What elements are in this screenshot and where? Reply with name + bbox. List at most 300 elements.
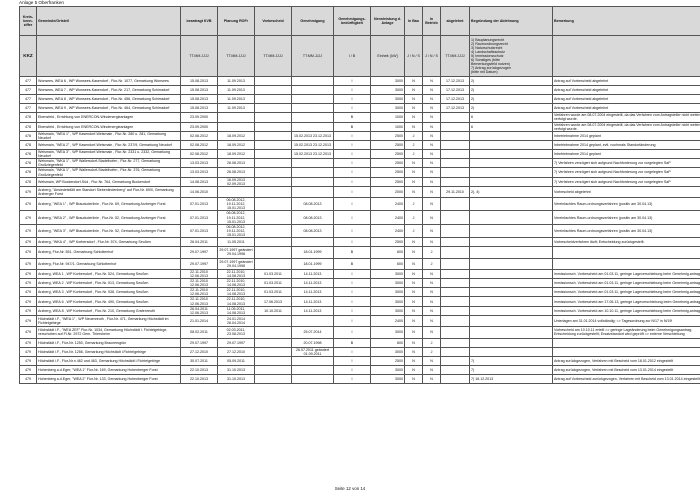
header-row	[20, 7, 700, 36]
cell-gemeinde: Weismain, "WKA 1" , WP Wallersdorf-Stadelhofen , Flur-Nr. 277, Gemarkung Großziegenfeld	[37, 159, 181, 168]
cell-begrundung	[470, 315, 553, 326]
table-row	[20, 288, 700, 297]
cell-genehmigung	[292, 104, 334, 113]
date-format: TT.MM.JJJJ	[181, 36, 218, 77]
cell-begrundung	[470, 131, 553, 140]
status-code: J / N / S	[405, 36, 423, 77]
cell-begrundung: 2)	[470, 95, 553, 104]
cell-nennleistung: 2500	[371, 177, 405, 186]
cell-in-betrieb: N	[423, 95, 441, 104]
cell-beantragt: 15.08.2013	[181, 77, 218, 86]
cell-beantragt: 15.08.2013	[181, 86, 218, 95]
cell-planung: 11.09.2013	[218, 104, 255, 113]
cell-bedurftigkeit: I	[334, 186, 371, 197]
cell-gemeinde: Arzberg, "Ansiedelsfüllt am Standort Siebenlindenberg" auf Flur-Nr. 69/0, Gemarkung Arzberger Forst	[37, 186, 181, 197]
cell-begrundung: 2)	[470, 86, 553, 95]
cell-in-betrieb: N	[423, 238, 441, 247]
cell-abgelehnt	[441, 224, 470, 237]
cell-genehmigung: 08.08.2013	[292, 211, 334, 224]
cell-begrundung	[470, 198, 553, 211]
cell-gemeinde: Weismain, "WEA 3" , WP Kasendorf-Weismain , Flur-Nr. 2331 u. 2332, Gemarkung Neudorf	[37, 150, 181, 159]
cell-in-betrieb: J	[423, 338, 441, 347]
cell-kkz: 479	[20, 279, 37, 288]
cell-nennleistung: 1000	[371, 122, 405, 131]
cell-nennleistung: 3000	[371, 306, 405, 315]
cell-in-betrieb: N	[423, 104, 441, 113]
cell-in-bau: J	[405, 198, 423, 211]
cell-in-betrieb: N	[423, 113, 441, 122]
cell-in-betrieb: N	[423, 177, 441, 186]
cell-genehmigung: 20.07.1998	[292, 338, 334, 347]
cell-abgelehnt: 17.12.2013	[441, 104, 470, 113]
cell-abgelehnt	[441, 279, 470, 288]
cell-planung	[218, 186, 255, 197]
cell-vorbescheid	[255, 177, 292, 186]
cell-bemerkung	[553, 247, 700, 258]
cell-nennleistung: 3000	[371, 365, 405, 374]
cell-planung: 27.12.2010	[218, 347, 255, 356]
cell-gemeinde: Wonsees, WEA 6 , WP Wonsees-Kasendorf , Flur-Nr. 1077, Gemarkung Wonsees	[37, 77, 181, 86]
cell-gemeinde: Arzberg, WEA 1 , WP Korbersdorf , Flur-Nr. 524, Gemarkung Seußen	[37, 269, 181, 278]
cell-planung: 24.01.2014 26.04.2014	[218, 315, 255, 326]
table-row	[20, 279, 700, 288]
cell-gemeinde: Weismain, "WEA 1" , WP Kasendorf-Weismain , Flur-Nr. 280 u. 281, Gemarkung Neudorf	[37, 131, 181, 140]
cell-beantragt: 22.11.2010 12.06.2013	[181, 269, 218, 278]
cell-genehmigung	[292, 375, 334, 384]
cell-bemerkung	[553, 338, 700, 347]
cell-kkz: 478	[20, 122, 37, 131]
cell-nennleistung: 3000	[371, 347, 405, 356]
cell-in-betrieb: N	[423, 131, 441, 140]
cell-planung: 22.11.2010, 14.08.2013	[218, 288, 255, 297]
cell-beantragt: 08.02.2011	[181, 327, 218, 338]
cell-genehmigung	[292, 77, 334, 86]
cell-abgelehnt	[441, 315, 470, 326]
table-row	[20, 198, 700, 211]
cell-genehmigung: 15.02.2013 23.12.2013	[292, 140, 334, 149]
cell-planung: 29.07.1997 geändert 29.04.1998	[219, 259, 253, 268]
col-begrundung: Begründung der Ablehnung	[470, 7, 553, 36]
cell-nennleistung: 2500	[371, 131, 405, 140]
cell-planung: 05.09.2011	[218, 356, 255, 365]
cell-bemerkung: Antrag auf Vorbescheid abgelehnt	[553, 95, 700, 104]
cell-begrundung	[470, 211, 553, 224]
cell-nennleistung: 2500	[371, 140, 405, 149]
cell-abgelehnt	[441, 159, 470, 168]
cell-beantragt: 26.04.2011	[181, 238, 218, 247]
cell-bemerkung: Vorbescheidverfahren läuft; Entscheidung zurückgestellt.	[553, 238, 700, 247]
cell-bedurftigkeit: I	[334, 269, 371, 278]
cell-nennleistung: 3000	[371, 327, 405, 338]
cell-begrundung	[470, 347, 553, 356]
cell-in-betrieb: N	[423, 186, 441, 197]
cell-genehmigung: 14.11.2013	[292, 279, 334, 288]
cell-kkz: 479	[20, 375, 37, 384]
cell-genehmigung	[292, 238, 334, 247]
cell-begrundung	[470, 159, 553, 168]
cell-vorbescheid	[255, 356, 292, 365]
cell-nennleistung: 3000	[371, 375, 405, 384]
cell-begrundung	[470, 338, 553, 347]
cell-vorbescheid	[255, 186, 292, 197]
cell-planung: 11.05.2011, 14.08.2013	[218, 306, 255, 315]
cell-kkz: 478	[20, 168, 37, 177]
cell-planung: 06.08.2012, 19.11.2012, 15.01.2013	[218, 224, 255, 237]
cell-abgelehnt	[441, 269, 470, 278]
cell-beantragt: 07.01.2013	[181, 224, 218, 237]
cell-vorbescheid	[255, 159, 292, 168]
cell-gemeinde: Ebensfeld , Errichtung von ENERCON-Windenergieanlagen	[37, 122, 181, 131]
col-beantragt: beantragt KVB	[181, 7, 218, 36]
cell-kkz: 479	[20, 297, 37, 306]
cell-nennleistung: 2400	[371, 211, 405, 224]
cell-bedurftigkeit: I	[334, 347, 371, 356]
cell-bemerkung: immissionsch. Vorbescheid am 01.03.11, geringe Lageverschiebung beim Genehmig.antrag	[553, 279, 700, 288]
cell-in-bau: N	[405, 168, 423, 177]
cell-nennleistung: 3000	[371, 95, 405, 104]
cell-bemerkung: Unterlagen am 31.01.2014 vollständig; => Tagesordnung zur N/17 in N/19!	[553, 315, 700, 326]
cell-genehmigung: 14.11.2013	[292, 297, 334, 306]
cell-genehmigung: 15.02.2013 23.12.2013	[292, 150, 334, 159]
cell-kkz: 479	[20, 258, 37, 269]
cell-in-betrieb: N	[423, 306, 441, 315]
cell-planung: 22.11.2010, 14.08.2013	[218, 297, 255, 306]
cell-begrundung	[470, 247, 553, 258]
cell-beantragt: 22.11.2010 12.06.2013	[181, 279, 218, 288]
cell-bemerkung: immissionsch. Vorbescheid am 01.03.11, geringe Lageverschiebung beim Genehmig.antrag	[553, 288, 700, 297]
cell-planung: 22.11.2010, 14.08.2013	[218, 279, 255, 288]
cell-kkz: 478	[20, 159, 37, 168]
cell-gemeinde: Höchstädt i.F., Flur-Nr. 1250, Gemarkung Braunersgrün	[37, 338, 181, 347]
cell-planung: 18.09.2012	[218, 150, 255, 159]
cell-bemerkung: Vereinfachtes Raum-ordnungsverfahren (positiv am 30.04.13)	[553, 198, 700, 211]
cell-vorbescheid	[255, 104, 292, 113]
table-row	[20, 159, 700, 168]
table-row	[20, 122, 700, 131]
cell-abgelehnt: 17.12.2013	[441, 77, 470, 86]
cell-bemerkung: Vorbescheid abgelehnt	[553, 186, 700, 197]
cell-genehmigung	[292, 159, 334, 168]
cell-beantragt: 21.01.2014	[181, 315, 218, 326]
col-gemeinde: Gemeinde/Ortsteil	[37, 7, 181, 36]
cell-gemeinde: Arzberg, WEA 2 , WP Korbersdorf , Flur-Nr. 513, Gemarkung Seußen	[37, 279, 181, 288]
cell-beantragt: 27.12.2010	[181, 347, 218, 356]
cell-vorbescheid: 01.03.2011	[255, 279, 292, 288]
cell-begrundung	[470, 258, 553, 269]
cell-begrundung	[470, 224, 553, 237]
cell-vorbescheid	[255, 365, 292, 374]
cell-beantragt: 29.07.1997	[181, 338, 218, 347]
table-row	[20, 86, 700, 95]
cell-abgelehnt	[441, 140, 470, 149]
cell-vorbescheid: 10.10.2011	[255, 306, 292, 315]
cell-vorbescheid	[255, 238, 292, 247]
cell-planung: 29.07.1997 geändert 29.04.1998	[219, 248, 253, 257]
cell-in-betrieb: N	[423, 315, 441, 326]
cell-vorbescheid	[255, 140, 292, 149]
cell-begrundung	[470, 279, 553, 288]
cell-kkz: 478	[20, 140, 37, 149]
cell-gemeinde: Arzberg, WEA 3 , WP Korbersdorf , Flur-Nr. 538, Gemarkung Seußen	[37, 288, 181, 297]
cell-bedurftigkeit: I	[334, 140, 371, 149]
cell-in-bau: N	[405, 306, 423, 315]
table-row	[20, 104, 700, 113]
cell-in-bau: N	[405, 365, 423, 374]
cell-genehmigung	[292, 86, 334, 95]
cell-bedurftigkeit: I	[334, 356, 371, 365]
cell-bedurftigkeit: I	[334, 375, 371, 384]
cell-abgelehnt	[441, 122, 470, 131]
cell-nennleistung: 600	[371, 338, 405, 347]
col-vorbescheid: Vorbescheid	[255, 7, 292, 36]
table-row	[20, 327, 700, 338]
cell-bemerkung	[553, 258, 700, 269]
cell-in-betrieb: J	[423, 347, 441, 356]
cell-bedurftigkeit: I	[334, 279, 371, 288]
cell-planung: 06.08.2012, 19.11.2012, 15.01.2013	[218, 211, 255, 224]
cell-beantragt: 07.01.2013	[181, 211, 218, 224]
table-row	[20, 95, 700, 104]
cell-bedurftigkeit: I	[334, 315, 371, 326]
status-code: J / N / S	[423, 36, 441, 77]
page-number: Seite 12 von 14	[334, 486, 366, 491]
table-row	[20, 77, 700, 86]
cell-bemerkung	[553, 347, 700, 356]
cell-gemeinde: Höchstädt i.F., "WEA 1" , WP Neuenreuth , Flur-Nr. 471, Gemarkung Höchstädt im Fichtelgebirge	[37, 315, 181, 326]
cell-bemerkung: Inbetriebnahme 2014 geplant, evtl. nochmals Standortänderung	[553, 140, 700, 149]
cell-gemeinde: Wonsees, WEA 7 , WP Wonsees-Kasendorf , Flur-Nr. 217, Gemarkung Schirradorf	[37, 86, 181, 95]
cell-kkz: 479	[20, 269, 37, 278]
register-body	[20, 77, 700, 384]
cell-nennleistung: 600	[371, 258, 405, 269]
cell-begrundung	[470, 238, 553, 247]
cell-begrundung: 7)	[470, 365, 553, 374]
cell-planung: 18.09.2012	[218, 131, 255, 140]
cell-abgelehnt	[441, 198, 470, 211]
cell-genehmigung	[292, 356, 334, 365]
cell-abgelehnt	[441, 113, 470, 122]
cell-beantragt: 02.08.2012	[181, 140, 218, 149]
cell-vorbescheid	[255, 168, 292, 177]
cell-abgelehnt	[441, 177, 470, 186]
cell-in-bau: J	[405, 131, 423, 140]
table-row	[20, 365, 700, 374]
cell-abgelehnt	[441, 211, 470, 224]
cell-bedurftigkeit: I	[334, 327, 371, 338]
cell-in-betrieb: N	[423, 279, 441, 288]
cell-genehmigung: 14.11.2013	[292, 288, 334, 297]
cell-planung	[218, 122, 255, 131]
cell-beantragt: 13.03.2013	[181, 168, 218, 177]
col-abgelehnt: abgelehnt	[441, 7, 470, 36]
table-row	[20, 186, 700, 197]
cell-vorbescheid	[255, 95, 292, 104]
cell-nennleistung: 2500	[371, 150, 405, 159]
cell-genehmigung: 14.11.2013	[292, 269, 334, 278]
cell-planung: 26.08.2013	[218, 159, 255, 168]
cell-begrundung	[470, 177, 553, 186]
cell-kkz: 479	[20, 198, 37, 211]
cell-vorbescheid: 17.06.2013	[255, 297, 292, 306]
col-in-betrieb: In Betrieb	[423, 7, 441, 36]
cell-beantragt: 14.08.2013	[181, 177, 218, 186]
table-row	[20, 113, 700, 122]
cell-in-betrieb: N	[423, 86, 441, 95]
table-row	[20, 315, 700, 326]
cell-in-bau: N	[405, 269, 423, 278]
cell-genehmigung	[292, 365, 334, 374]
cell-nennleistung: 2500	[371, 238, 405, 247]
table-row	[20, 356, 700, 365]
cell-vorbescheid	[255, 347, 292, 356]
table-row	[20, 168, 700, 177]
cell-gemeinde: Arzberg, "WEA 2" , WP Braududerlinie , Flur-Nr. 52, Gemarkung Arzberger Forst	[37, 211, 181, 224]
cell-bedurftigkeit: I	[334, 224, 371, 237]
cell-kkz: 478	[20, 150, 37, 159]
cell-in-betrieb: N	[423, 159, 441, 168]
cell-in-bau: N	[405, 95, 423, 104]
cell-abgelehnt	[441, 338, 470, 347]
cell-bedurftigkeit: I	[334, 131, 371, 140]
cell-planung: 16.09.2013 02.09.2013	[218, 177, 255, 186]
cell-begrundung: 2)	[470, 77, 553, 86]
cell-in-betrieb: J	[423, 258, 441, 269]
cell-in-bau: N	[405, 247, 423, 258]
cell-genehmigung: 08.08.2013	[292, 198, 334, 211]
cell-planung: 31.10.2013	[218, 365, 255, 374]
cell-beantragt: 22.11.2010 12.06.2013	[181, 297, 218, 306]
cell-planung: 31.10.2013	[218, 375, 255, 384]
cell-in-bau: N	[405, 86, 423, 95]
cell-in-bau: N	[405, 338, 423, 347]
col-in-bau: In Bau	[405, 7, 423, 36]
cell-abgelehnt: 29.11.2010	[441, 186, 470, 197]
cell-planung: 26.08.2013	[218, 168, 255, 177]
cell-planung: 29.07.1997	[218, 338, 255, 347]
table-row	[20, 211, 700, 224]
cell-nennleistung: 1000	[371, 113, 405, 122]
table-row	[20, 177, 700, 186]
cell-bemerkung: Antrag auf Vorbescheid zurückgezogen, Verfahren mit Bescheid vom 13.01.2014 eingestellt	[553, 375, 700, 384]
cell-bedurftigkeit: B	[334, 258, 371, 269]
cell-bedurftigkeit: I	[334, 306, 371, 315]
table-row	[20, 224, 700, 237]
cell-vorbescheid	[255, 122, 292, 131]
cell-bedurftigkeit: I	[334, 238, 371, 247]
cell-nennleistung: 3000	[371, 86, 405, 95]
table-row	[20, 297, 700, 306]
rejection-legend: 1) Bauplanungsrecht 2) Raumordnungsrecht 3) Naturschutzrecht 4) Landschaftsschutz 5) Immissionsschutz 6) Sonstiges (bitte Bemerkungsfeld nutzen) 7) Antrag zurückgezogen (bitte mit Datum)	[470, 36, 553, 77]
cell-in-betrieb: N	[423, 150, 441, 159]
cell-beantragt: 22.10.2013	[181, 375, 218, 384]
cell-bedurftigkeit: I	[334, 288, 371, 297]
cell-abgelehnt: 17.12.2013	[441, 95, 470, 104]
cell-gemeinde: Wonsees, WEA 9 , WP Wonsees-Kasendorf , Flur-Nr. 464, Gemarkung Schirradorf	[37, 104, 181, 113]
cell-in-bau: N	[405, 327, 423, 338]
cell-abgelehnt	[441, 327, 470, 338]
cell-nennleistung: 3000	[371, 297, 405, 306]
cell-genehmigung	[292, 113, 334, 122]
cell-beantragt: 02.08.2012	[181, 131, 218, 140]
cell-bedurftigkeit: I	[334, 95, 371, 104]
table-row	[20, 269, 700, 278]
cell-gemeinde: Arzberg, WEA 6 , WP Korbersdorf , Flur-Nr. 490, Gemarkung Seußen	[37, 297, 181, 306]
cell-abgelehnt	[441, 306, 470, 315]
cell-beantragt: 15.08.2013	[181, 95, 218, 104]
cell-nennleistung: 3000	[371, 279, 405, 288]
table-row	[20, 375, 700, 384]
cell-beantragt: 29.07.1997	[181, 258, 218, 269]
cell-vorbescheid	[255, 315, 292, 326]
cell-in-bau: J	[405, 140, 423, 149]
cell-bedurftigkeit: I	[334, 211, 371, 224]
table-row	[20, 306, 700, 315]
cell-nennleistung: 2400	[371, 224, 405, 237]
cell-begrundung	[470, 297, 553, 306]
cell-in-bau: N	[405, 279, 423, 288]
unit-label: Einheit: [kW]	[371, 36, 405, 77]
cell-in-bau: N	[405, 288, 423, 297]
cell-kkz: 479	[20, 288, 37, 297]
cell-bedurftigkeit: I	[334, 168, 371, 177]
cell-bemerkung: immissionsch. Vorbescheid am 01.03.11, geringe Lageverschiebung beim Genehmig.antrag	[553, 269, 700, 278]
date-format: TT.MM.JJJJ	[292, 36, 334, 77]
cell-vorbescheid	[255, 150, 292, 159]
cell-in-bau: N	[405, 297, 423, 306]
cell-in-betrieb: N	[423, 269, 441, 278]
cell-nennleistung: 2400	[371, 198, 405, 211]
cell-vorbescheid: 01.03.2011	[255, 269, 292, 278]
cell-nennleistung: 2000	[371, 186, 405, 197]
cell-gemeinde: Höchstädt i.F., Flur-Nr.n 462 und 463, Gemarkung Höchstädt i.Fichtelgebirge	[37, 356, 181, 365]
cell-beantragt: 02.08.2012	[181, 150, 218, 159]
cell-genehmigung	[292, 315, 334, 326]
cell-nennleistung: 600	[371, 247, 405, 258]
cell-gemeinde: Weismain, "WKA 1" , WP Wallersdorf-Stadelhofen , Flur-Nr. 376, Gemarkung Großziegenfeld	[37, 168, 181, 177]
cell-bedurftigkeit: B	[334, 122, 371, 131]
cell-begrundung	[470, 150, 553, 159]
cell-in-bau: N	[405, 347, 423, 356]
cell-abgelehnt	[441, 288, 470, 297]
table-row	[20, 131, 700, 140]
cell-planung: 11.09.2013	[218, 86, 255, 95]
cell-genehmigung	[292, 168, 334, 177]
cell-bemerkung: Antrag zurückgezogen, Verfahren mit Bescheid vom 18.01.2012 eingestellt	[553, 356, 700, 365]
cell-kkz: 477	[20, 95, 37, 104]
cell-gemeinde: Arzberg, "WEA 1" , WP Braududerlinie , Flur-Nr. 69, Gemarkung Arzberger Forst	[37, 198, 181, 211]
cell-bemerkung: Verfahren wurde am 08.07.2004 eingestellt, da das Verfahren vom Antragsteller nicht weiter verfolgt wurde.	[553, 122, 700, 131]
cell-genehmigung	[292, 186, 334, 197]
cell-bedurftigkeit: B	[334, 338, 371, 347]
cell-begrundung	[470, 269, 553, 278]
cell-kkz: 479	[20, 356, 37, 365]
cell-bedurftigkeit: I	[334, 86, 371, 95]
cell-beantragt: 29.07.1997	[181, 247, 218, 258]
cell-gemeinde: Weismain, WP Buckendorf-Süd , Flur-Nr. 764, Gemarkung Buckendorf	[37, 177, 181, 186]
cell-begrundung: 2), 4)	[470, 186, 553, 197]
cell-bemerkung: Antrag auf Vorbescheid abgelehnt	[553, 86, 700, 95]
cell-kkz: 479	[20, 247, 37, 258]
cell-bemerkung: Antrag auf Vorbescheid abgelehnt	[553, 77, 700, 86]
cell-bemerkung: Inbetriebnahme 2014 geplant	[553, 131, 700, 140]
cell-begrundung: 6	[470, 122, 553, 131]
cell-kkz: 477	[20, 77, 37, 86]
cell-in-bau: N	[405, 238, 423, 247]
cell-in-bau: J	[405, 211, 423, 224]
date-format: TT.MM.JJJJ	[441, 36, 470, 77]
cell-kkz: 479	[20, 306, 37, 315]
cell-begrundung: 7)	[470, 356, 553, 365]
